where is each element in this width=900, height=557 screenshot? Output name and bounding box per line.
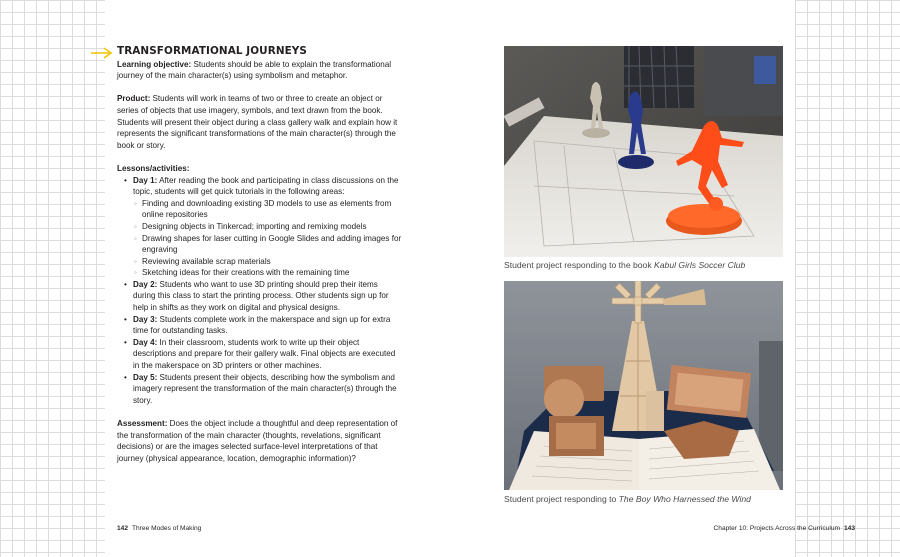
objective-label: Learning objective: xyxy=(117,59,192,69)
caption-book-title: Kabul Girls Soccer Club xyxy=(654,260,746,270)
lessons-activities xyxy=(117,163,402,406)
photo-caption xyxy=(504,494,751,505)
lesson-text-column xyxy=(117,46,402,476)
days-list xyxy=(117,175,402,407)
assessment-label: Assessment: xyxy=(117,419,168,428)
day-label: Day 4: xyxy=(133,337,158,347)
list-item xyxy=(124,337,402,372)
arrow-right-icon xyxy=(91,47,113,59)
day1-subitems xyxy=(133,198,402,279)
photo-caption xyxy=(504,260,745,271)
assessment-paragraph xyxy=(117,418,402,464)
footer-left xyxy=(117,525,201,533)
day-label: Day 5: xyxy=(133,372,158,382)
caption-prefix: Student project responding to xyxy=(504,494,619,504)
graph-paper-margin-right xyxy=(795,0,900,557)
day-label: Day 1: xyxy=(133,175,158,185)
product-text: Students will work in teams of two or three to create an object or series of objects that use imagery, symbols, and text drawn from the book. Students will present their object during a class gallery walk and explain how it represents the significant transformations of the main character(s) through the book or story. xyxy=(117,94,398,150)
list-item: ◦ Finding and downloading existing 3D models to use as elements from online repositories xyxy=(133,198,402,221)
page-number: 142 xyxy=(117,525,129,532)
day-text: Students complete work in the makerspace and sign up for extra time for outstanding tasks. xyxy=(133,314,391,336)
day-label: Day 2: xyxy=(133,279,158,289)
list-item xyxy=(124,279,402,314)
day-text: Students present their objects, describing how the symbolism and imagery represent the transformation of the main character(s) through the story. xyxy=(133,372,397,405)
section-title: TRANSFORMATIONAL JOURNEYS xyxy=(117,45,308,57)
list-item xyxy=(124,372,402,407)
product-paragraph xyxy=(117,93,402,151)
assessment-text: Does the object include a thoughtful and deep representation of the transformation of the main character (thoughts, revelations, significant decisions) or are the images selected surface-level interpretations of that journey (physical appearance, location, demographic information)? xyxy=(117,419,398,463)
lessons-label: Lessons/activities: xyxy=(117,163,190,173)
day-text: In their classroom, students work to write up their object descriptions and prepare for their gallery walk. Final objects are executed in the makerspace on 3D printers or other machines. xyxy=(133,337,396,371)
day-label: Day 3: xyxy=(133,314,158,324)
list-item: ◦ Drawing shapes for laser cutting in Google Slides and adding images for engraving xyxy=(133,233,402,256)
photo-laser-cut-windmill xyxy=(504,281,783,490)
caption-prefix: Student project responding to the book xyxy=(504,260,655,270)
graph-paper-margin-left xyxy=(0,0,105,557)
learning-objective xyxy=(117,59,402,82)
list-item: ◦ Reviewing available scrap materials xyxy=(133,256,402,268)
windmill-illustration xyxy=(504,281,783,490)
list-item xyxy=(124,314,402,337)
running-head: Three Modes of Making xyxy=(132,525,202,532)
figures-illustration xyxy=(504,46,783,257)
list-item: ◦ Designing objects in Tinkercad; importing and remixing models xyxy=(133,221,402,233)
page-number: 143 xyxy=(843,525,855,532)
product-label: Product: xyxy=(117,94,151,104)
running-head: Chapter 10: Projects Across the Curriculum xyxy=(713,525,840,532)
footer-right xyxy=(714,525,855,533)
day-text: Students who want to use 3D printing should prep their items during this class to start the printing process. Other students sign up for help in shifts as they work on digital and physical designs. xyxy=(133,279,389,313)
caption-book-title: The Boy Who Harnessed the Wind xyxy=(618,494,751,504)
objective-text: Students should be able to explain the transformational journey of the main character(s) using symbolism and metaphor. xyxy=(117,59,391,81)
list-item: ◦ Sketching ideas for their creations with the remaining time xyxy=(133,267,402,279)
section-heading xyxy=(117,46,402,58)
list-item xyxy=(124,175,402,279)
photo-3d-printed-figures xyxy=(504,46,783,257)
day-text: After reading the book and participating in class discussions on the topic, students will get quick tutorials in the following areas: xyxy=(133,175,399,197)
